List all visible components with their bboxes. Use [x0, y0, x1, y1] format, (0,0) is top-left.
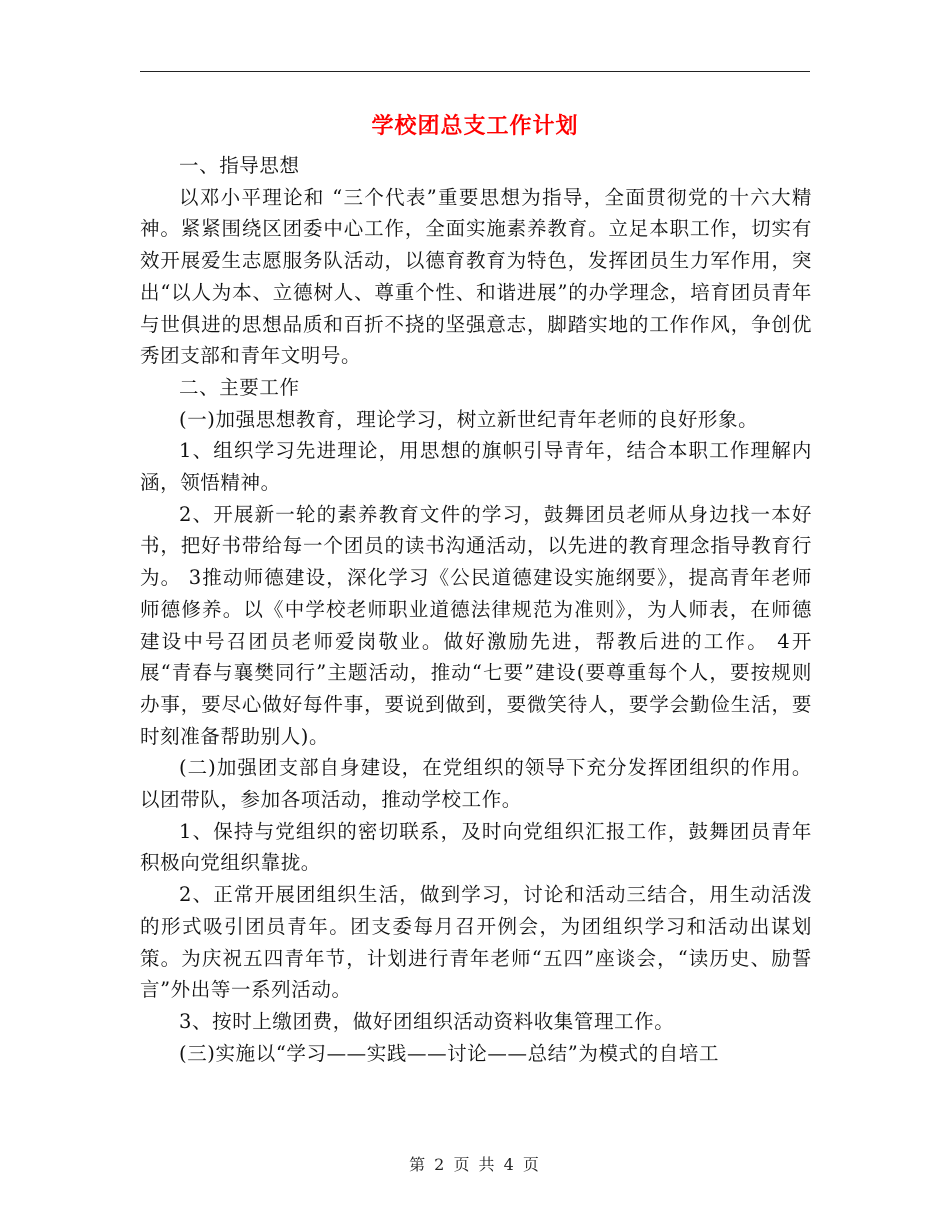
- paragraph: 3、按时上缴团费，做好团组织活动资料收集管理工作。: [179, 1009, 675, 1033]
- header-rule: [140, 71, 810, 72]
- paragraph: 1、保持与党组织的密切联系，及时向党组织汇报工作，鼓舞团员青年积极向党组织靠拢。: [140, 819, 812, 875]
- document-body: [140, 150, 812, 1069]
- paragraph: 1、组织学习先进理论，用思想的旗帜引导青年，结合本职工作理解内涵，领悟精神。: [140, 439, 812, 495]
- document-title: 学校团总支工作计划: [371, 113, 579, 139]
- section-heading-guiding-ideology: 一、指导思想: [179, 154, 300, 177]
- paragraph: 以邓小平理论和 “三个代表”重要思想为指导，全面贯彻党的十六大精神。紧紧围绕区团委中心工作，全面实施素养教育。立足本职工作，切实有效开展爱生志愿服务队活动，以德育教育为特色，发挥团员生力军作用，突出“以人为本、立德树人、尊重个性、和谐进展”的办学理念，培育团员青年与世俱进的思想品质和百折不挠的坚强意志，脚踏实地的工作作风，争创优秀团支部和青年文明号。: [140, 185, 812, 368]
- subsection-heading: (二)加强团支部自身建设，在党组织的领导下充分发挥团组织的作用。以团带队，参加各项活动，推动学校工作。: [140, 756, 812, 812]
- paragraph: 2、开展新一轮的素养教育文件的学习，鼓舞团员老师从身边找一本好书，把好书带给每一个团员的读书沟通活动，以先进的教育理念指导教育行为。 3推动师德建设，深化学习《公民道德建设实施纲要》，提高青年老师师德修养。以《中学校老师职业道德法律规范为准则》，为人师表，在师德建设中号召团员老师爱岗敬业。做好激励先进，帮教后进的工作。 4开展“青春与襄樊同行”主题活动，推动“七要”建设(要尊重每个人，要按规则办事，要尽心做好每件事，要说到做到，要微笑待人，要学会勤俭生活，要时刻准备帮助别人)。: [140, 502, 812, 748]
- subsection-heading: (三)实施以“学习——实践——讨论——总结”为模式的自培工: [179, 1041, 720, 1065]
- page-footer: [0, 1152, 950, 1175]
- subsection-heading: (一)加强思想教育，理论学习，树立新世纪青年老师的良好形象。: [179, 407, 759, 431]
- page-number-label: 第 2 页 共 4 页: [409, 1155, 541, 1174]
- paragraph: 2、正常开展团组织生活，做到学习，讨论和活动三结合，用生动活泼的形式吸引团员青年。团支委每月召开例会，为团组织学习和活动出谋划策。为庆祝五四青年节，计划进行青年老师“五四”座谈会，“读历史、励誓言”外出等一系列活动。: [140, 883, 812, 1002]
- section-heading-main-work: 二、主要工作: [179, 375, 300, 399]
